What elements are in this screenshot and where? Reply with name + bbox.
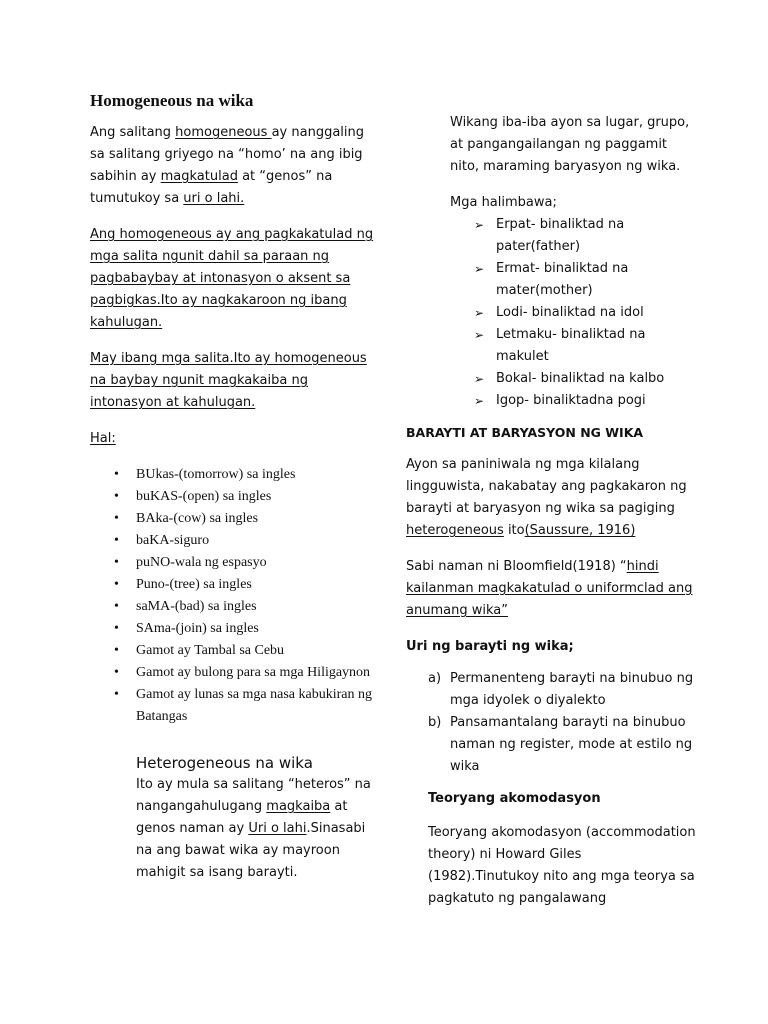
- list-item-text: Gamot ay bulong para sa mga Hiligaynon: [136, 665, 371, 680]
- paragraph-variation-intro: Wikang iba-iba ayon sa lugar, grupo, at pangangailangan ng paggamit nito, maraming baryasyon ng wika.: [450, 115, 690, 174]
- section-title-teorya: Teoryang akomodasyon: [428, 791, 601, 806]
- list-item: [90, 596, 380, 618]
- bullet-icon: •: [114, 621, 119, 636]
- list-item-text: Gamot ay lunas sa mga nasa kabukiran ng Batangas: [136, 687, 372, 724]
- list-item: [90, 640, 380, 662]
- bullet-icon: •: [114, 555, 119, 570]
- list-item-text: BAka-(cow) sa ingles: [136, 511, 259, 526]
- list-item-text: baKA-siguro: [136, 533, 210, 548]
- list-item: [90, 552, 380, 574]
- paragraph-teorya: Teoryang akomodasyon (accommodation theory) ni Howard Giles (1982).Tinutukoy nito ang mga teorya sa pagkatuto ng pangalawang: [428, 825, 696, 906]
- list-item: [406, 302, 696, 324]
- arrow-bullet-icon: ➢: [474, 372, 485, 386]
- bullet-icon: •: [114, 599, 119, 614]
- list-item: [90, 662, 380, 684]
- section-title-heterogeneous: Heterogeneous na wika: [136, 754, 313, 772]
- bullet-icon: •: [114, 467, 119, 482]
- list-item-text: buKAS-(open) sa ingles: [136, 489, 272, 504]
- list-item-text: Bokal- binaliktad na kalbo: [496, 371, 665, 386]
- arrow-bullet-icon: ➢: [474, 306, 485, 320]
- list-item: [406, 668, 696, 712]
- bullet-icon: •: [114, 643, 119, 658]
- arrow-bullet-icon: ➢: [474, 328, 485, 342]
- list-item-text: SAma-(join) sa ingles: [136, 621, 259, 636]
- list-item-text: Gamot ay Tambal sa Cebu: [136, 643, 285, 658]
- list-item: [406, 390, 696, 412]
- paragraph-homogeneous-definition: Ang homogeneous ay ang pagkakatulad ng mga salita ngunit dahil sa paraan ng pagbabaybay at intonasyon o aksent sa pagbigkas.Ito ay nagkakaroon ng ibang kahulugan.: [90, 227, 374, 330]
- slang-examples-list: [406, 214, 696, 412]
- section-title-barayti: BARAYTI AT BARYASYON NG WIKA: [406, 425, 644, 440]
- arrow-bullet-icon: ➢: [474, 218, 485, 232]
- arrow-bullet-icon: ➢: [474, 394, 485, 408]
- section-title-uri: Uri ng barayti ng wika;: [406, 639, 574, 654]
- list-item: [406, 712, 696, 778]
- examples-label: Mga halimbawa;: [450, 195, 557, 210]
- list-item-text: Letmaku- binaliktad na makulet: [496, 327, 646, 364]
- list-item-text: Puno-(tree) sa ingles: [136, 577, 252, 592]
- list-item-text: Igop- binaliktadna pogi: [496, 393, 646, 408]
- bullet-icon: •: [114, 687, 119, 702]
- hal-label: Hal:: [90, 431, 116, 446]
- list-item-text: Permanenteng barayti na binubuo ng mga idyolek o diyalekto: [450, 671, 694, 708]
- list-item: [406, 324, 696, 368]
- examples-list: [90, 464, 380, 728]
- list-item-text: Lodi- binaliktad na idol: [496, 305, 644, 320]
- paragraph-homogeneous-origin: Ang salitang homogeneous ay nanggaling sa salitang griyego na “homo’ na ang ibig sabihin ay magkatulad at “genos” na tumutukoy sa uri o lahi.: [90, 125, 364, 206]
- uri-list: [406, 668, 696, 778]
- left-column: [90, 90, 380, 884]
- right-column: [406, 112, 696, 910]
- paragraph-bloomfield: Sabi naman ni Bloomfield(1918) “hindi kailanman magkakatulad o uniformclad ang anumang wika”: [406, 559, 693, 618]
- section-title-homogeneous: Homogeneous na wika: [90, 91, 254, 110]
- list-item: [90, 618, 380, 640]
- paragraph-homogeneous-words: May ibang mga salita.Ito ay homogeneous na baybay ngunit magkakaiba ng intonasyon at kahulugan.: [90, 351, 367, 410]
- list-item-text: Pansamantalang barayti na binubuo naman ng register, mode at estilo ng wika: [450, 715, 693, 774]
- list-item: [90, 508, 380, 530]
- paragraph-heterogeneous: Ito ay mula sa salitang “heteros” na nangangahulugang magkaiba at genos naman ay Uri o lahi.Sinasabi na ang bawat wika ay mayroon mahigit sa isang barayti.: [136, 777, 371, 880]
- list-item-text: Erpat- binaliktad na pater(father): [496, 217, 625, 254]
- list-marker: a): [428, 671, 442, 686]
- list-item: [90, 574, 380, 596]
- bullet-icon: •: [114, 533, 119, 548]
- bullet-icon: •: [114, 511, 119, 526]
- bullet-icon: •: [114, 665, 119, 680]
- list-item-text: Ermat- binaliktad na mater(mother): [496, 261, 629, 298]
- bullet-icon: •: [114, 577, 119, 592]
- list-item: [406, 258, 696, 302]
- bullet-icon: •: [114, 489, 119, 504]
- arrow-bullet-icon: ➢: [474, 262, 485, 276]
- list-item: [406, 368, 696, 390]
- list-item: [90, 486, 380, 508]
- list-item-text: BUkas-(tomorrow) sa ingles: [136, 467, 296, 482]
- list-marker: b): [428, 715, 442, 730]
- list-item: [406, 214, 696, 258]
- list-item: [90, 530, 380, 552]
- list-item: [90, 464, 380, 486]
- list-item-text: saMA-(bad) sa ingles: [136, 599, 257, 614]
- list-item: [90, 684, 380, 728]
- paragraph-ayon: Ayon sa paniniwala ng mga kilalang lingguwista, nakabatay ang pagkakaron ng barayti at baryasyon ng wika sa pagiging heterogeneous ito(Saussure, 1916): [406, 457, 687, 538]
- list-item-text: puNO-wala ng espasyo: [136, 555, 267, 570]
